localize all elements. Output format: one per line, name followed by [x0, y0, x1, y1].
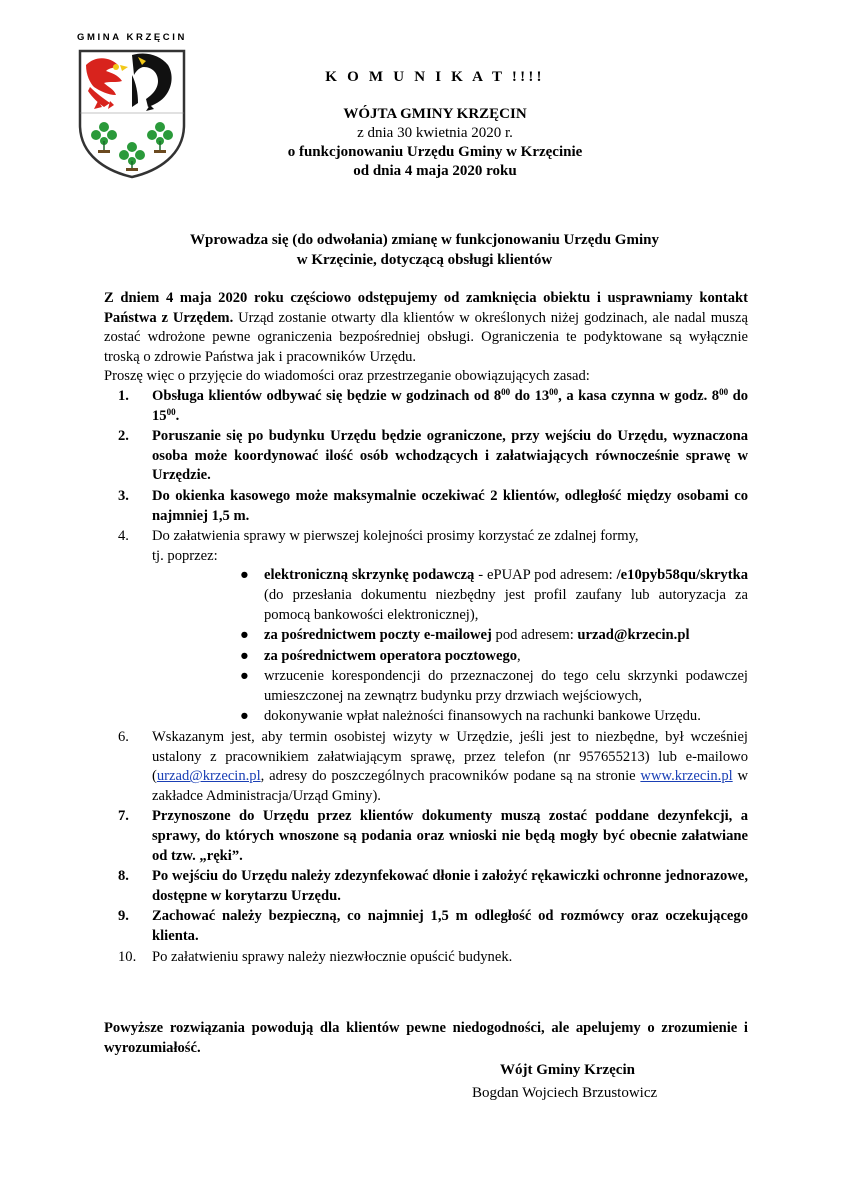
item-text: , adresy do poszczególnych pracowników podane są na stronie [260, 768, 641, 785]
superscript: 00 [166, 406, 176, 417]
item-number: 1. [118, 387, 129, 404]
komunikat-heading: K O M U N I K A T !!!! [325, 69, 545, 85]
remote-options-list [152, 566, 748, 727]
bullet-text: , [517, 647, 521, 664]
intro-normal: Urząd zostanie otwarty dla klientów w określonych niżej godzinach, ale nadal muszą zostać wdrożone pewne ograniczenia bezpośredniej obsługi. Ograniczenia te podyktowane są wyłącznie troską o zdrowie Państwa jak i pracowników Urzędu. [104, 309, 748, 365]
bullet-item [240, 667, 748, 706]
list-item [104, 487, 748, 526]
website-link[interactable]: www.krzecin.pl [640, 768, 733, 785]
item-text: do 15 [152, 387, 748, 424]
item-text: Po załatwieniu sprawy należy niezwłocznie opuścić budynek. [152, 948, 513, 965]
bullet-icon: ● [240, 627, 249, 644]
bullet-bold: za pośrednictwem operatora pocztowego [264, 647, 518, 664]
list-item [104, 387, 748, 426]
bullet-bold: za pośrednictwem poczty e-mailowej [264, 627, 492, 644]
request-line: Proszę więc o przyjęcie do wiadomości oraz przestrzeganie obowiązujących zasad: [104, 368, 590, 385]
list-item [104, 907, 748, 946]
superscript: 00 [719, 386, 729, 397]
from-date-line: od dnia 4 maja 2020 roku [353, 163, 517, 179]
item-number: 6. [118, 729, 129, 746]
item-text: Do załatwienia sprawy w pierwszej kolejności prosimy korzystać ze zdalnej formy, [152, 528, 639, 545]
bullet-icon: ● [240, 647, 249, 664]
superscript: 00 [549, 386, 559, 397]
item-number: 3. [118, 487, 129, 504]
bullet-item [240, 566, 748, 625]
item-text: . [175, 407, 180, 424]
item-number: 2. [118, 428, 129, 445]
signature-name: Bogdan Wojciech Brzustowicz [472, 1085, 658, 1101]
superscript: 00 [501, 386, 511, 397]
item-text: Zachować należy bezpieczną, co najmniej 1,5 m odległość od rozmówcy oraz oczekującego klienta. [152, 908, 748, 944]
bullet-text: pod adresem: [491, 627, 578, 644]
bullet-bold: elektroniczną skrzynkę podawczą [264, 567, 475, 584]
subtitle-line-1: Wprowadza się (do odwołania) zmianę w funkcjonowaniu Urzędu Gminy [190, 232, 659, 248]
item-number: 8. [118, 868, 129, 885]
item-text: Po wejściu do Urzędu należy zdezynfekować dłonie i założyć rękawiczki ochronne jednorazowe, dostępne w korytarzu Urzędu. [152, 868, 748, 904]
item-text: w zakładce Administracja/Urząd Gminy). [152, 768, 748, 804]
subject-line: o funkcjonowaniu Urzędu Gminy w Krzęcinie [287, 144, 583, 160]
subtitle [100, 230, 749, 270]
item-text: Do okienka kasowego może maksymalnie oczekiwać 2 klientów, odległość między osobami co najmniej 1,5 m. [152, 487, 748, 524]
signature-title: Wójt Gminy Krzęcin [500, 1062, 635, 1078]
item-text: Poruszanie się po budynku Urzędu będzie ograniczone, przy wejściu do Urzędu, wyznaczona osoba może koordynować ilość osób wchodzących i załatwiających równocześnie sprawę w Urzędzie. [152, 428, 748, 484]
intro-bold: Z dniem 4 maja 2020 roku częściowo odstępujemy od zamknięcia obiektu i usprawniamy kontakt Państwa z Urzędem. [104, 290, 748, 326]
bullet-text: dokonywanie wpłat należności finansowych na rachunki bankowe Urzędu. [264, 708, 701, 725]
list-item [104, 527, 748, 727]
rules-list [104, 387, 748, 967]
date-line: z dnia 30 kwietnia 2020 r. [357, 125, 513, 141]
list-item [104, 948, 748, 968]
item-text: Wskazanym jest, aby termin osobistej wizyty w Urzędzie, jeśli jest to niezbędne, był wcześniej ustalony z pracownikiem załatwiającym sprawę, przez telefon (nr 957655213) lub e-mailowo ( [152, 729, 748, 785]
item-text: do 13 [510, 387, 550, 404]
bullet-text: (do przesłania dokumentu niezbędny jest profil zaufany lub autoryzacja za pomocą bankowości elektronicznej), [264, 586, 748, 623]
item-text: Przynoszone do Urzędu przez klientów dokumenty muszą zostać poddane dezynfekcji, a sprawy, do których wnoszone są podania oraz wnioski nie będą mogły być obecnie załatwiane od tzw. „ręki”. [152, 808, 748, 864]
bullet-icon: ● [240, 567, 249, 584]
list-item [104, 807, 748, 866]
item-text: Obsługa klientów odbywać się będzie w godzinach od 8 [152, 387, 502, 404]
bullet-text: - ePUAP pod adresem: [474, 567, 617, 584]
item-text: tj. poprzez: [152, 547, 218, 564]
list-item [104, 867, 748, 906]
closing-paragraph: Powyższe rozwiązania powodują dla klientów pewne niedogodności, ale apelujemy o zrozumienie i wyrozumiałość. [104, 1020, 748, 1056]
author-heading: WÓJTA GMINY KRZĘCIN [343, 106, 527, 122]
bullet-item [240, 647, 748, 667]
header-block [150, 68, 720, 181]
bullet-item [240, 626, 748, 646]
list-item [104, 728, 748, 806]
subtitle-line-2: w Krzęcinie, dotyczącą obsługi klientów [296, 252, 553, 268]
list-item [104, 427, 748, 486]
item-number: 7. [118, 808, 129, 825]
item-number: 4. [118, 528, 129, 545]
item-number: 10. [118, 948, 137, 965]
bullet-item [240, 707, 748, 727]
bullet-icon: ● [240, 668, 249, 685]
item-number: 9. [118, 908, 129, 925]
email-address: urzad@krzecin.pl [577, 627, 690, 644]
document-body [104, 289, 748, 968]
bullet-text: wrzucenie korespondencji do przeznaczonej do tego celu skrzynki podawczej umieszczonej na zewnątrz budynku przy drzwiach wejściowych, [264, 668, 748, 704]
bullet-icon: ● [240, 708, 249, 725]
gmina-label: GMINA KRZĘCIN [77, 32, 187, 43]
epuap-address: /e10pyb58qu/skrytka [616, 567, 748, 584]
item-text: , a kasa czynna w godz. 8 [558, 387, 720, 404]
intro-paragraph [104, 289, 748, 367]
email-link[interactable]: urzad@krzecin.pl [156, 768, 261, 785]
